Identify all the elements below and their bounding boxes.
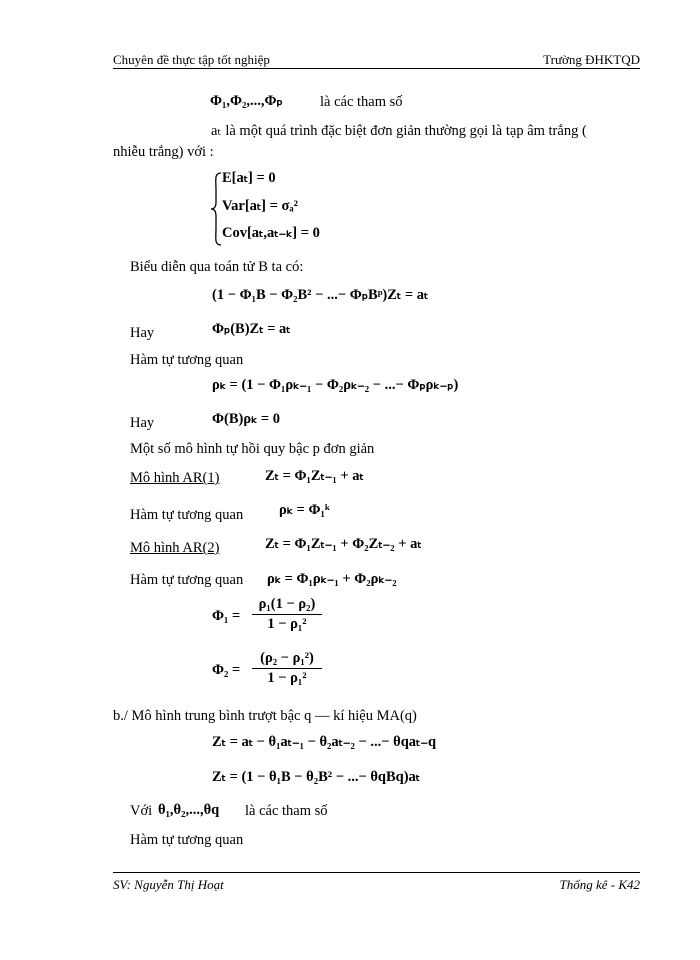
- phi2-denominator: 1 − ρ₁²: [267, 670, 307, 686]
- hay-label-2: Hay: [130, 415, 155, 431]
- theta-with-text: Với: [130, 803, 153, 819]
- operator-equation: (1 − Φ₁B − Φ₂B² − ...− ΦₚBᵖ)Zₜ = aₜ: [212, 287, 429, 303]
- header-left-text: Chuyên đề thực tập tốt nghiệp: [113, 52, 270, 67]
- page-header: [113, 52, 640, 69]
- phi-params-formula: Φ₁,Φ₂,...,Φₚ: [210, 93, 283, 109]
- theta-params-formula: θ₁,θ₂,...,θq: [158, 802, 220, 818]
- system-eq-covariance: Cov[aₜ,aₜ₋ₖ] = 0: [222, 225, 320, 241]
- ar1-equation: Zₜ = Φ₁Zₜ₋₁ + aₜ: [265, 468, 364, 484]
- ar1-label: Mô hình AR(1): [130, 470, 220, 486]
- phi1-fraction: [252, 596, 322, 633]
- phi1-lhs: Φ₁ =: [212, 608, 241, 624]
- ma-heading: b./ Mô hình trung bình trượt bậc q — kí hiệu MA(q): [113, 708, 417, 724]
- hay-label-1: Hay: [130, 325, 155, 341]
- system-eq-variance: Var[aₜ] = σₐ²: [222, 198, 298, 214]
- operator-intro-text: Biểu diễn qua toán tử B ta có:: [130, 259, 304, 275]
- page-footer: [113, 872, 640, 893]
- acf-label-4: Hàm tự tương quan: [130, 832, 244, 848]
- ar2-label: Mô hình AR(2): [130, 540, 220, 556]
- white-noise-line-1: aₜ là một quá trình đặc biệt đơn giản thường gọi là tạp âm trắng (: [211, 123, 587, 139]
- ma-equation-1: Zₜ = aₜ − θ₁aₜ₋₁ − θ₂aₜ₋₂ − ...− θqaₜ₋q: [212, 734, 437, 750]
- acf-label-1: Hàm tự tương quan: [130, 352, 244, 368]
- theta-params-text: là các tham số: [245, 803, 328, 819]
- phi2-fraction: [252, 650, 322, 687]
- phi2-lhs: Φ₂ =: [212, 662, 241, 678]
- footer-course: Thống kê - K42: [559, 877, 640, 892]
- phi2-fraction-bar: [252, 668, 322, 669]
- phi1-denominator: 1 − ρ₁²: [267, 616, 307, 632]
- phi2-numerator: (ρ₂ − ρ₁²): [260, 650, 314, 666]
- ar2-acf-equation: ρₖ = Φ₁ρₖ₋₁ + Φ₂ρₖ₋₂: [267, 571, 397, 587]
- ar2-equation: Zₜ = Φ₁Zₜ₋₁ + Φ₂Zₜ₋₂ + aₜ: [265, 536, 422, 552]
- header-right-text: Trường ĐHKTQD: [543, 52, 640, 67]
- acf-equation: ρₖ = (1 − Φ₁ρₖ₋₁ − Φ₂ρₖ₋₂ − ...− Φₚρₖ₋ₚ): [212, 377, 459, 393]
- phi1-numerator: ρ₁(1 − ρ₂): [258, 596, 316, 612]
- phi1-fraction-bar: [252, 614, 322, 615]
- phi-params-text: là các tham số: [320, 94, 403, 110]
- ar1-acf-equation: ρₖ = Φ₁ᵏ: [279, 502, 330, 518]
- footer-author: SV: Nguyễn Thị Hoạt: [113, 877, 224, 892]
- system-eq-expectation: E[aₜ] = 0: [222, 170, 276, 186]
- white-noise-line-2: nhiễu trắng) với :: [113, 144, 214, 160]
- system-brace: [210, 172, 222, 246]
- acf-label-2: Hàm tự tương quan: [130, 507, 244, 523]
- hay-equation-2: Φ(B)ρₖ = 0: [212, 411, 281, 427]
- acf-label-3: Hàm tự tương quan: [130, 572, 244, 588]
- ma-equation-2: Zₜ = (1 − θ₁B − θ₂B² − ...− θqBq)aₜ: [212, 769, 421, 785]
- simple-models-text: Một số mô hình tự hồi quy bậc p đơn giản: [130, 441, 375, 457]
- hay-equation-1: Φₚ(B)Zₜ = aₜ: [212, 321, 291, 337]
